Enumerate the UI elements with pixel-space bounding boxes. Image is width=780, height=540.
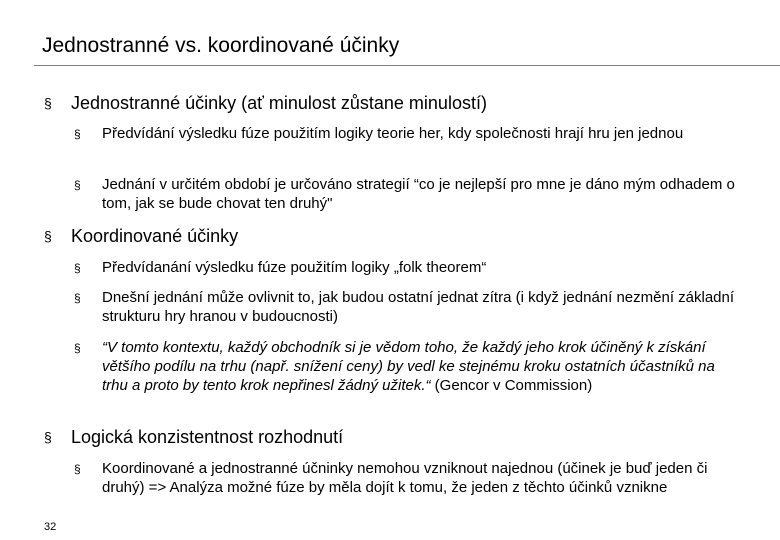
bullet-item-unilateral: Jednostranné účinky (ať minulost zůstane minulostí) bbox=[71, 93, 487, 113]
bullet-marker: § bbox=[44, 429, 52, 445]
quote-text: “V tomto kontextu, každý obchodník si je vědom toho, že každý jeho krok účiněný k získání většího podílu na trhu (např. snížení ceny) by vedl ke stejnému kroku ostatních účastníků na trhu a proto by tento krok nepřinesl žádný užitek.“ bbox=[102, 339, 715, 394]
bullet-marker: § bbox=[44, 95, 52, 111]
sub-bullet-quote bbox=[102, 338, 742, 395]
slide-title: Jednostranné vs. koordinované účinky bbox=[42, 34, 400, 57]
sub-bullet-item: Předvídání výsledku fúze použitím logiky teorie her, kdy společnosti hrají hru jen jednou bbox=[102, 125, 684, 142]
bullet-item-coordinated: Koordinované účinky bbox=[71, 226, 239, 246]
sub-bullet-marker: § bbox=[74, 462, 81, 476]
bullet-marker: § bbox=[44, 228, 52, 244]
sub-bullet-marker: § bbox=[74, 178, 81, 192]
bullet-item-consistency: Logická konzistentnost rozhodnutí bbox=[71, 427, 344, 447]
sub-bullet-marker: § bbox=[74, 341, 81, 355]
title-divider bbox=[34, 65, 780, 66]
sub-bullet-item: Jednání v určitém období je určováno strategií “co je nejlepší pro mne je dáno mým odhadem o tom, jak se bude chovat ten druhý" bbox=[102, 176, 735, 212]
page-number: 32 bbox=[44, 521, 57, 533]
sub-bullet-item: Dnešní jednání může ovlivnit to, jak budou ostatní jednat zítra (i když jednání nezmění základní strukturu hry hranou v budoucnosti) bbox=[102, 289, 735, 325]
sub-bullet-marker: § bbox=[74, 127, 81, 141]
sub-bullet-marker: § bbox=[74, 291, 81, 305]
sub-bullet-marker: § bbox=[74, 261, 81, 275]
sub-bullet-item: Předvídanání výsledku fúze použitím logiky „folk theorem“ bbox=[102, 259, 487, 276]
quote-citation: (Gencor v Commission) bbox=[430, 377, 593, 394]
sub-bullet-item: Koordinované a jednostranné účninky nemohou vzniknout najednou (účinek je buď jeden či druhý) => Analýza možné fúze by měla dojít k tomu, že jeden z těchto účinků vznikne bbox=[102, 460, 708, 496]
